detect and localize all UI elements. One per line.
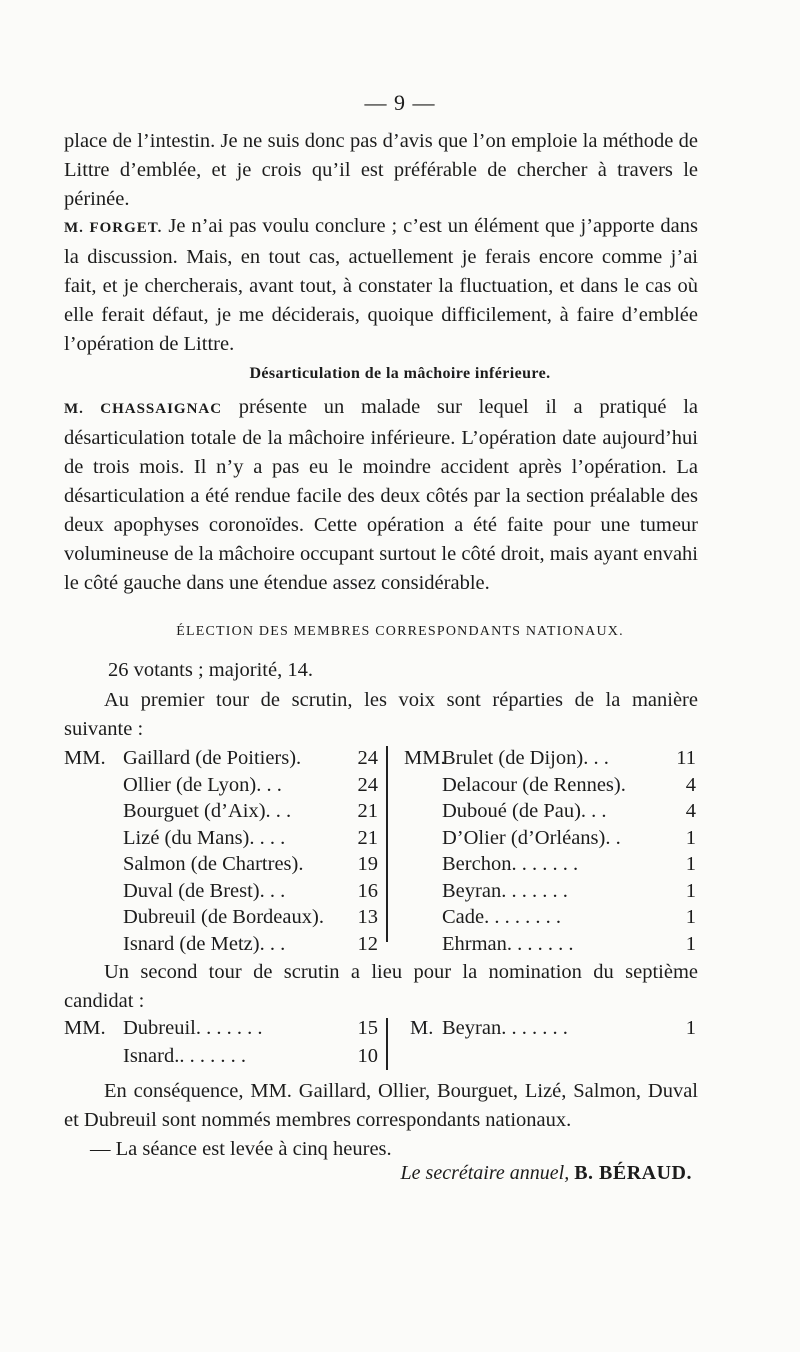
candidate-name: Ehrman. . . . . . . — [442, 932, 574, 955]
vote-count: 16 — [357, 879, 378, 902]
vote-count: 1 — [685, 932, 696, 955]
signature-role: Le secrétaire annuel — [400, 1162, 565, 1184]
m-label-right: M. — [410, 1017, 434, 1039]
signature: Le secrétaire annuel, B. BÉRAUD. — [400, 1162, 692, 1184]
mm-label-left: MM. — [64, 747, 106, 769]
conclusion-paragraph: En conséquence, MM. Gaillard, Ollier, Bourguet, Lizé, Salmon, Duval et Dubreuil sont nommés membres correspondants nationaux. — [64, 1080, 698, 1131]
vote-count: 15 — [357, 1017, 378, 1039]
candidate-name: Dubreuil (de Bordeaux). — [123, 906, 324, 928]
candidate-name: Delacour (de Rennes). — [442, 773, 626, 796]
votes-count: 26 votants ; majorité, 14. — [108, 659, 313, 681]
vote-count: 1 — [685, 1017, 696, 1039]
candidate-name: Beyran. . . . . . . — [442, 879, 568, 902]
vote-count: 1 — [685, 853, 696, 875]
first-round-intro: Au premier tour de scrutin, les voix sont réparties de la manière suivante : — [64, 689, 698, 740]
speaker-name: M. FORGET. — [64, 220, 163, 236]
paragraph-intestin — [64, 127, 698, 214]
signature-name: B. BÉRAUD. — [574, 1162, 692, 1184]
vote-count: 11 — [676, 747, 696, 769]
vote-count: 1 — [685, 906, 696, 928]
candidate-name: Isnard (de Metz). . . — [123, 932, 286, 955]
vote-count: 10 — [357, 1045, 378, 1067]
paragraph-text: place de l’intestin. Je ne suis donc pas d’avis que l’on emploie la méthode de Littre d’emblée, et je crois qu’il est préférable de chercher à travers le périnée. — [64, 130, 698, 210]
section-heading-election: ÉLECTION DES MEMBRES CORRESPONDANTS NATIONAUX. — [176, 624, 624, 639]
vote-count: 24 — [357, 773, 378, 796]
paragraph-text: présente un malade sur lequel il a pratiqué la désarticulation totale de la mâchoire inférieure. L’opération date aujourd’hui de trois mois. Il n’y a pas eu le moindre accident après l’opération. La désarticulation a été rendue facile des deux côtés par la section préalable des deux apophyses coronoïdes. Cette opération a été faite pour une tumeur volumineuse de la mâchoire occupant surtout le côté droit, mais ayant envahi le côté gauche dans une étendue assez considérable. — [64, 396, 698, 594]
candidate-name: Duboué (de Pau). . . — [442, 800, 607, 822]
vote-count: 21 — [357, 800, 378, 822]
candidate-name: Dubreuil. . . . . . . — [123, 1017, 263, 1039]
vote-count: 24 — [357, 747, 378, 769]
candidate-name: Salmon (de Chartres). — [123, 853, 304, 875]
vote-count: 4 — [685, 800, 696, 822]
candidate-name: Duval (de Brest). . . — [123, 879, 286, 902]
vote-count: 21 — [357, 826, 378, 849]
vote-count: 12 — [357, 932, 378, 955]
column-divider — [386, 746, 388, 942]
paragraph-forget — [64, 212, 698, 359]
page-number: — 9 — — [364, 90, 436, 115]
candidate-name: D’Olier (d’Orléans). . — [442, 826, 621, 849]
vote-count: 4 — [685, 773, 696, 796]
candidate-name: Gaillard (de Poitiers). — [123, 747, 302, 769]
candidate-name: Lizé (du Mans). . . . — [123, 826, 286, 849]
vote-count: 1 — [685, 879, 696, 902]
candidate-name: Cade. . . . . . . . — [442, 906, 561, 928]
vote-count: 19 — [357, 853, 378, 875]
candidate-name: Brulet (de Dijon). . . — [442, 747, 609, 769]
second-round-intro: Un second tour de scrutin a lieu pour la nomination du septième candidat : — [64, 961, 698, 1012]
speaker-name: M. CHASSAIGNAC — [64, 401, 223, 417]
column-divider — [386, 1018, 388, 1070]
candidate-name: Berchon. . . . . . . — [442, 853, 579, 875]
closing-line: — La séance est levée à cinq heures. — [90, 1138, 392, 1160]
paragraph-text: Je n’ai pas voulu conclure ; c’est un élément que j’apporte dans la discussion. Mais, en tout cas, actuellement je ferais encore comme j’ai fait, et je chercherais, avant tout, à constater la fluctuation, et dans le cas où elle ferait défaut, je me déciderais, quoique difficilement, à faire d’emblée l’opération de Littre. — [64, 215, 698, 355]
candidate-name: Bourguet (d’Aix). . . — [123, 800, 292, 822]
candidate-name: Isnard.. . . . . . . — [123, 1045, 246, 1067]
mm-label-right: MM. — [404, 747, 446, 769]
mm-label-left: MM. — [64, 1017, 106, 1039]
section-heading-desarticulation: Désarticulation de la mâchoire inférieure. — [249, 365, 551, 382]
candidate-name: Beyran. . . . . . . — [442, 1017, 568, 1039]
paragraph-chassaignac — [64, 393, 698, 598]
vote-count: 13 — [357, 906, 378, 928]
candidate-name: Ollier (de Lyon). . . — [123, 773, 282, 796]
vote-count: 1 — [685, 826, 696, 849]
